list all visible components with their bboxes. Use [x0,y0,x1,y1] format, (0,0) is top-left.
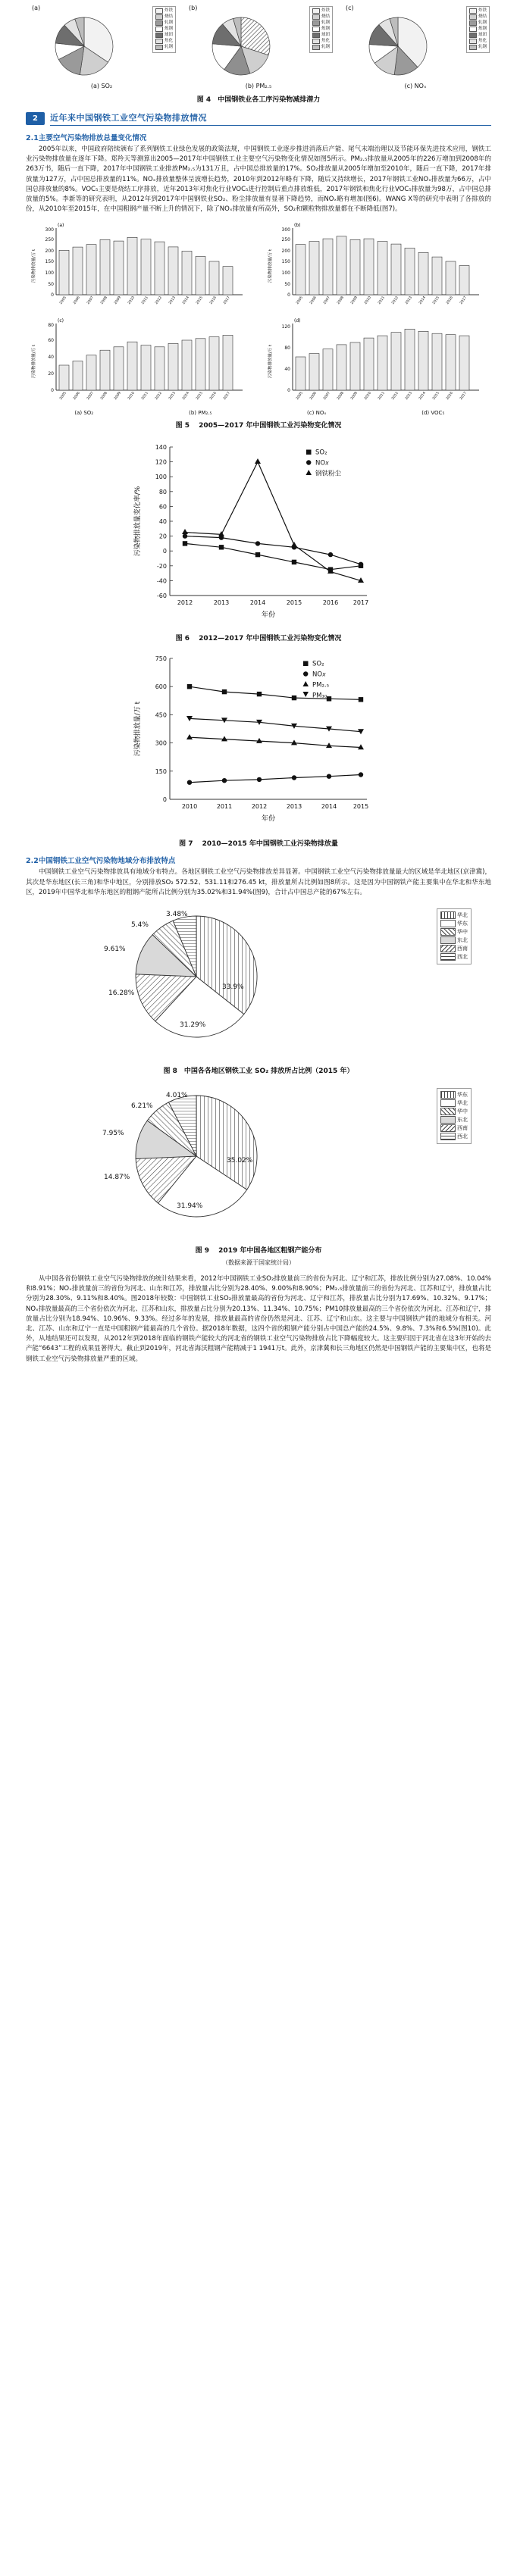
svg-text:2016: 2016 [446,295,454,306]
svg-text:2016: 2016 [209,391,218,402]
legend-item [440,1108,468,1115]
svg-text:(b): (b) [294,223,301,229]
legend-item [155,14,173,20]
fig8-label-4: 5.4% [131,921,149,930]
svg-text:污染物排放量变化率/%: 污染物排放量变化率/% [134,486,142,557]
svg-text:140: 140 [155,444,167,452]
fig9-label-3: 7.95% [102,1130,124,1138]
svg-text:2013: 2013 [168,295,177,306]
svg-text:2010: 2010 [127,391,136,402]
svg-text:2008: 2008 [100,391,108,402]
svg-text:2017: 2017 [223,391,231,402]
svg-text:2013: 2013 [405,391,413,402]
paragraph-2-3: 从中国各省份钢铁工业空气污染物排放的统计结果来看，2012年中国钢铁工业SO₂排放量前三的省份为河北、辽宁和江苏，排放比例分别为27.08%、10.04%和8.91%；NOₓ排放量前三的省份为河北、山东和江苏，排放量占比分别为28.40%、9.00%和8.90%；PM₂.₅排放量前三的省份为河北、江苏和辽宁，排放量占比分别为28.30%、9.11%和8.40%。图2018年较数：中国钢铁工业SO₂排放量最高的省份为河北、辽宁和江苏，排放量占比分别为17.69%、10.32%、9.17%；NOₓ排放量最高的三个省份依次为河北、江苏和山东，排放量占比分别为20.13%、11.34%、10.75%；PM10排放量最高的三个省份依次为河北、江苏和辽宁，排放量占比分别为18.94%、10.96%、9.33%。经过多年的发展，排放量最高的省份仍然是河北、江苏、辽宁和山东。这主要与中国钢铁产能的地域分布相关。河北、江苏、山东和辽宁一直是中国粗钢产能最高的几个省份。据2018年数据，这四个省的粗钢产能分别占中国总产能的24.5%、9.8%、7.3%和6.5%(图10)。此外，从地结果还可以发现，从2012年到2018年面临的钢铁产能较大的河北省的钢铁工业空气污染物排放占比下降幅度较大。这主要归因于河北省在这3年开始的去产能“6643”工程的成果显著得大。截止到2019年，河北省海沃粗钢产能精减于1 1941万t。此外，京津冀和长三角地区仍然是中国钢铁产能的主要集中区，也将是钢铁工业空气污染物排放量严重的区域。 [26,1275,491,1363]
svg-text:2012: 2012 [177,599,193,607]
svg-text:2015: 2015 [432,295,440,306]
legend-item [312,45,330,50]
legend-label: 西南 [457,946,468,952]
panel-b-tag: (b) [189,5,198,11]
svg-text:2007: 2007 [86,391,95,402]
legend-label: 焦化 [478,39,487,43]
legend-label: 华中 [457,929,468,936]
svg-text:污染物排放量/万 t: 污染物排放量/万 t [268,345,273,379]
svg-text:300: 300 [155,740,167,748]
figure-9-pie [56,1082,405,1233]
svg-text:20: 20 [158,533,167,541]
svg-text:2005: 2005 [59,295,67,306]
svg-text:80: 80 [48,323,54,329]
svg-text:(d): (d) [294,318,301,324]
legend-item [469,8,487,14]
legend-label: 西北 [457,1133,468,1140]
svg-text:2015: 2015 [196,391,204,402]
svg-text:100: 100 [281,270,290,277]
svg-text:2006: 2006 [73,391,81,402]
svg-text:50: 50 [48,282,54,288]
svg-text:0: 0 [51,292,54,299]
svg-text:年份: 年份 [261,815,276,824]
legend-label: 华北 [457,1100,468,1107]
legend-label: 华中 [457,1108,468,1115]
svg-text:2006: 2006 [309,295,318,306]
legend-label: 烧结 [478,14,487,19]
svg-text:2013: 2013 [405,295,413,306]
figure-4-panels [26,5,491,81]
fig8-label-0: 33.9% [222,983,244,992]
svg-text:0: 0 [162,548,167,555]
svg-text:200: 200 [281,249,290,255]
legend-item [312,27,330,32]
legend-item [155,39,173,44]
figure-7 [26,649,491,848]
svg-text:60: 60 [48,338,54,344]
svg-text:2017: 2017 [352,599,369,607]
svg-text:2012: 2012 [391,295,400,306]
figure-9-caption: 图 9 2019 年中国各地区粗钢产能分布 [195,1247,322,1255]
legend-item [440,945,468,952]
svg-text:2012: 2012 [251,803,268,811]
legend-label: 炼钢 [321,27,330,31]
svg-text:2007: 2007 [323,391,331,402]
svg-text:2005: 2005 [296,295,304,306]
legend-item [440,1099,468,1107]
svg-text:2012: 2012 [155,391,163,402]
figure-5-caption: 图 5 2005—2017 年中国钢铁工业污染物变化情况 [175,422,342,430]
legend-label: 炼钢 [164,27,173,31]
svg-text:2015: 2015 [352,803,369,811]
legend-item [469,39,487,44]
legend-label: 轧钢 [321,20,330,25]
legend-label: 轧钢 [164,20,173,25]
legend-label: 轧钢 [321,45,330,49]
legend-item [155,45,173,50]
figure-8-caption: 图 8 中国各各地区钢铁工业 SO₂ 排放所占比例（2015 年） [163,1068,354,1076]
legend-label: 西南 [457,1125,468,1132]
legend-item [155,8,173,14]
paragraph-2-2: 中国钢铁工业空气污染物排放具有地域分布特点。各地区钢铁工业空气污染物排放差异显著。中国钢铁工业空气污染物排放量最大的区域是华北地区(京津冀)，其次是华东地区(长三角)和华中地区，分别排放SO₂ 572.52、531.11和276.45 kt，排放量所占比例如图8所示。这是因为中国钢铁产能主要集中在华北和华东地区，2019年中国华北和华东地区的粗钢产能所占比例分别为35.02%和31.94%(图9)，合计占中国总产能的67%左右。 [26,868,491,896]
figure-8-pie [56,902,405,1054]
figure-4-panel-c [340,5,491,81]
legend-item [312,14,330,20]
figure-5-panel-b [262,220,491,313]
legend-label: 炸铁 [478,8,487,13]
legend-item [469,45,487,50]
svg-text:2014: 2014 [249,599,266,607]
legend-label: 轧钢 [478,20,487,25]
panel-c-legend [466,6,490,53]
svg-text:2009: 2009 [350,391,359,402]
legend-item [440,1116,468,1124]
svg-text:2016: 2016 [446,391,454,402]
svg-text:0: 0 [287,388,290,394]
legend-item [469,27,487,32]
svg-text:2009: 2009 [114,295,122,306]
legend-label: 东北 [457,937,468,944]
legend-label: 轧钢 [164,45,173,49]
svg-text:NO𝑥: NO𝑥 [312,671,326,679]
svg-text:2014: 2014 [182,295,190,306]
svg-text:100: 100 [155,474,167,481]
panel-d-bars [262,316,490,405]
legend-label: 球团 [164,33,173,37]
legend-label: 球团 [478,33,487,37]
figure-9 [26,1082,491,1241]
fig8-label-3: 9.61% [104,946,126,954]
svg-text:污染物排放量/万 t: 污染物排放量/万 t [134,702,142,757]
fig5-subcap-b: (b) PM₂.₅ [189,410,212,417]
legend-label: 球团 [321,33,330,37]
section-number-chip: 2 [26,112,45,125]
svg-text:(a): (a) [58,223,64,229]
svg-text:200: 200 [45,249,54,255]
svg-text:-20: -20 [156,563,167,571]
panel-c-bars [26,316,253,405]
svg-text:150: 150 [281,259,290,265]
svg-text:2015: 2015 [196,295,204,306]
svg-text:80: 80 [284,345,290,352]
panel-a-bars [26,220,253,310]
svg-text:2010: 2010 [127,295,136,306]
legend-label: 焦化 [321,39,330,43]
svg-text:50: 50 [284,282,290,288]
fig9-label-4: 6.21% [131,1102,153,1111]
legend-label: 炸铁 [164,8,173,13]
legend-item [440,920,468,927]
figure-7-caption: 图 7 2010—2015 年中国钢铁工业污染物排放量 [179,840,338,849]
svg-text:40: 40 [284,367,290,373]
fig5-subcap-a: (a) SO₂ [74,410,94,417]
svg-text:2012: 2012 [155,295,163,306]
legend-item [440,936,468,944]
figure-4-subcaptions [26,83,491,89]
legend-item [312,8,330,14]
svg-text:2011: 2011 [378,295,386,306]
svg-text:年份: 年份 [261,611,276,620]
svg-text:2009: 2009 [350,295,359,306]
fig5-subcap-d: (d) VOC₅ [421,410,445,417]
legend-item [469,14,487,20]
svg-text:2016: 2016 [209,295,218,306]
legend-label: 炼钢 [478,27,487,31]
svg-text:2007: 2007 [323,295,331,306]
svg-text:2010: 2010 [364,391,372,402]
figure-5 [26,220,491,430]
svg-text:2006: 2006 [309,391,318,402]
legend-label: 炸铁 [321,8,330,13]
svg-text:-60: -60 [156,592,167,600]
svg-text:2008: 2008 [337,391,345,402]
svg-text:2005: 2005 [59,391,67,402]
svg-text:100: 100 [45,270,54,277]
svg-text:钢铁粉尘: 钢铁粉尘 [315,470,342,478]
svg-text:2005: 2005 [296,391,304,402]
fig9-label-5: 4.01% [166,1092,188,1100]
svg-text:2014: 2014 [418,295,427,306]
svg-text:2008: 2008 [100,295,108,306]
svg-text:450: 450 [155,711,167,719]
legend-label: 烧结 [321,14,330,19]
figure-5-panel-a [26,220,255,313]
legend-item [469,33,487,38]
svg-text:2014: 2014 [418,391,427,402]
figure-8-legend [437,908,472,964]
svg-text:80: 80 [158,489,167,496]
svg-text:SO₂: SO₂ [312,660,324,668]
svg-text:600: 600 [155,683,167,691]
svg-text:(c): (c) [58,318,64,324]
legend-item [440,953,468,961]
figure-4-panel-a [26,5,177,81]
figure-6 [26,436,491,642]
svg-text:2010: 2010 [364,295,372,306]
svg-text:120: 120 [281,324,290,330]
legend-item [312,39,330,44]
svg-text:2010: 2010 [181,803,198,811]
svg-text:2013: 2013 [213,599,230,607]
legend-item [155,20,173,26]
figure-8 [26,902,491,1061]
panel-c-tag: (c) [346,5,354,11]
figure-5-panel-d [262,316,491,408]
svg-text:0: 0 [287,292,290,299]
svg-text:2006: 2006 [73,295,81,306]
figure-9-note: （数据来源于国家统计局） [222,1259,295,1267]
panel-a-tag: (a) [32,5,41,11]
fig8-label-5: 3.48% [166,911,188,919]
figure-5-subcaptions [26,410,491,416]
legend-label: 东北 [457,1117,468,1124]
figure-6-chart [26,436,491,626]
svg-text:2011: 2011 [216,803,233,811]
svg-text:2009: 2009 [114,391,122,402]
svg-text:2013: 2013 [286,803,302,811]
panel-a-legend [152,6,176,53]
legend-label: 焦化 [164,39,173,43]
svg-text:250: 250 [45,237,54,243]
svg-text:2011: 2011 [378,391,386,402]
section-2-header [26,111,491,126]
legend-label: 烧结 [164,14,173,19]
svg-text:SO₂: SO₂ [315,449,327,457]
svg-text:120: 120 [155,459,167,467]
svg-text:300: 300 [45,227,54,233]
svg-text:0: 0 [51,388,54,394]
fig9-label-2: 14.87% [104,1174,130,1182]
panel-b-bars [262,220,490,310]
svg-text:2017: 2017 [223,295,231,306]
svg-text:40: 40 [158,518,167,526]
fig8-label-1: 31.29% [180,1021,206,1030]
svg-text:2008: 2008 [337,295,345,306]
heading-2-2: 2.2中国钢铁工业空气污染物地域分布排放特点 [26,857,176,866]
paragraph-2-1: 2005年以来，中国政府陪续颁布了系列钢铁工业绿色发展的政策法规，中国钢铁工业逐步推进消落后产能、尾气末端治理以及节能环保先进技术应用，钢铁工业污染物排放量在逐年下降。郑羚天等测算出2005—2017年中国钢铁工业主要空气污染物变化情况如图5所示。PM₂.₅排放量从2005年的226万增加到2008年的263万书，随后一直下降，2017年中国钢铁工业排放PM₂.₅为131万且，占中国总排放量的17%。SO₂排放量从2005年增加至2010年，随后一直下降，2017年排放量为127万，占中国总排放量的11%。NOₓ排放量整体呈波增长趋势，2010年到2012年略有下降，随后又持续增长，2017年钢铁工业NOₓ排放量为66万，占中国总排放量的8%。VOC₅主要是烧结工序排放，近年2013年对焦化行业VOC₅进行控制后重点排放维低，2017年钢铁和焦化行业VOC₅排放量为98万，占中国总排放量的5%。李新等的研究表明，从2012年到2017年中国钢铁业SO₂、粉尘排放量有显著下降趋势，而NOₓ略有增加(图6)。WANG X等的研究中表明了各排放的份，从2010年至2015年，在中国粗钢产量不断上升的情况下，除了NOₓ排放量有所高外，SO₂和颗粒物排放量都在不断降低(图7)。 [26,145,491,214]
legend-item [440,928,468,936]
svg-text:2017: 2017 [459,295,468,306]
svg-text:750: 750 [155,655,167,663]
svg-text:NO𝑥: NO𝑥 [315,459,329,467]
fig9-label-1: 31.94% [177,1202,203,1211]
svg-text:2014: 2014 [321,803,337,811]
legend-item [312,20,330,26]
panel-a-pie [37,11,166,81]
subcaption-b: (b) PM₂.₅ [245,83,272,89]
svg-text:PM₁₀: PM₁₀ [312,692,327,700]
fig9-label-0: 35.02% [227,1157,253,1165]
legend-item [440,1124,468,1132]
legend-label: 华东 [457,921,468,927]
figure-4 [0,0,517,104]
figure-9-legend [437,1088,472,1144]
legend-item [469,20,487,26]
fig5-subcap-c: (c) NOₓ [307,410,327,417]
legend-label: 华北 [457,912,468,919]
svg-text:污染物排放量/万 t: 污染物排放量/万 t [268,249,273,283]
svg-text:2017: 2017 [459,391,468,402]
svg-text:150: 150 [45,259,54,265]
svg-text:PM₂.₅: PM₂.₅ [312,681,329,689]
svg-text:污染物排放量/万 t: 污染物排放量/万 t [32,249,36,283]
svg-text:2015: 2015 [432,391,440,402]
svg-text:2011: 2011 [141,295,149,306]
svg-text:2011: 2011 [141,391,149,402]
figure-6-caption: 图 6 2012—2017 年中国钢铁工业污染物变化情况 [175,635,342,643]
legend-label: 华东 [457,1092,468,1099]
fig8-label-2: 16.28% [108,989,135,998]
section-title: 近年来中国钢铁工业空气污染物排放情况 [50,111,491,126]
svg-text:2007: 2007 [86,295,95,306]
panel-b-pie [194,11,323,81]
panel-b-legend [309,6,333,53]
figure-4-caption: 图 4 中国钢铁业各工序污染物减排潜力 [196,96,321,104]
svg-text:-40: -40 [156,577,167,585]
subcaption-a: (a) SO₂ [90,83,113,89]
svg-text:2016: 2016 [322,599,339,607]
figure-5-panel-c [26,316,255,408]
svg-text:2014: 2014 [182,391,190,402]
subcaption-c: (c) NOₓ [404,83,427,89]
legend-item [440,1091,468,1099]
figure-5-grid [26,220,491,408]
svg-text:2012: 2012 [391,391,400,402]
svg-text:2015: 2015 [286,599,302,607]
legend-label: 轧钢 [478,45,487,49]
svg-text:250: 250 [281,237,290,243]
legend-label: 西北 [457,954,468,961]
legend-item [155,27,173,32]
svg-text:300: 300 [281,227,290,233]
svg-text:2013: 2013 [168,391,177,402]
legend-item [312,33,330,38]
svg-text:40: 40 [48,355,54,361]
figure-7-chart [26,649,491,831]
legend-item [440,1133,468,1140]
svg-text:污染物排放量/万 t: 污染物排放量/万 t [32,345,36,379]
svg-text:20: 20 [48,371,54,377]
svg-text:60: 60 [158,503,167,511]
svg-text:150: 150 [155,768,167,776]
legend-item [155,33,173,38]
figure-4-panel-b [183,5,334,81]
svg-text:0: 0 [162,796,167,804]
heading-2-1: 2.1主要空气污染物排放总量变化情况 [26,134,147,142]
legend-item [440,911,468,919]
panel-c-pie [351,11,480,81]
